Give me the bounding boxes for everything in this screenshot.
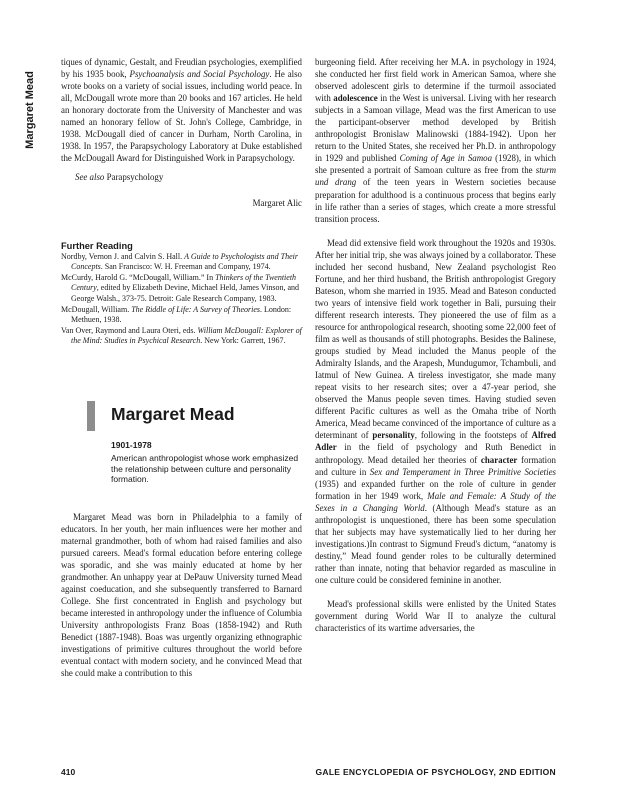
book-title: Psychoanalysis and Social Psychology: [129, 69, 270, 80]
text-run: in the field of psychology and Ruth Benedict in anthropology. Mead detailed her theories of: [315, 442, 556, 465]
text-run: . (Although Mead's stature as an anthropologist is unquestioned, there has been some speculation that her subjects may have systematically lied to her during her investigations.)In contrast to Sigmund Freud's dictum, “anatomy is destiny,” Mead found gender roles to be culturally determined rather than innate, noting that behavior regarded as masculine in one culture could be considered feminine in another.: [315, 502, 556, 585]
book-title: The Riddle of Life: A Survey of Theories: [131, 304, 260, 314]
text-run: McDougall, William.: [61, 304, 132, 314]
text-run: tiques of dynamic, Gestalt, and Freudian psychologies, exemplified by his 1935 book,: [61, 57, 302, 80]
entry-dates: 1901-1978: [111, 439, 152, 450]
text-run: formation and culture in: [315, 454, 556, 477]
mead-early-life-paragraph: Margaret Mead was born in Philadelphia to a family of educators. In her youth, her main influences were her mother and maternal grandmother, both of whom had raised families and also pursued careers. Mead's formal education before entering college was sporadic, and she was mainly educated at home by her grandmother. An unhappy year at DePauw University turned Mead against coeducation, and she subsequently transferred to Barnard College. She first concentrated in English and psychology but became interested in anthropology under the influence of Columbia University anthropologists Franz Boas (1858-1942) and Ruth Benedict (1887-1948). Boas was urgently organizing ethnographic investigations of primitive cultures throughout the world before eventual contact with modern society, and he convinced Mead that she could make a contribution to this: [61, 511, 302, 679]
text-run: in the West is universal. Living with her research subjects in a Samoan village, Mead was the first American to use the participant-observer method developed by British anthropologist Bronislaw Malinowski (1884-1942). Upon her return to the United States, she received her Ph.D. in anthropology in 1929 and published: [315, 93, 557, 164]
further-reading-heading: Further Reading: [61, 240, 133, 251]
glossary-term[interactable]: character: [480, 454, 518, 465]
book-title: Sex and Temperament in Three Primitive Societies: [369, 466, 556, 477]
left-column: [61, 56, 302, 679]
entry-title: Margaret Mead: [111, 403, 235, 424]
foreign-phrase: sturm und drang: [315, 165, 556, 188]
reference-item: [61, 252, 302, 273]
reference-item: [61, 326, 302, 347]
text-run: . New York: Garrett, 1967.: [200, 336, 286, 346]
text-run: (1935) and expanded further on the role of culture in gender formation in her 1949 work,: [315, 478, 556, 501]
entry-marker-bar: [87, 401, 95, 431]
right-column: [315, 56, 556, 634]
see-also-link[interactable]: Parapsychology: [106, 172, 164, 183]
text-run: , edited by Elizabeth Devine, Michael Held, James Vinson, and George Walsh., 373-75. Detroit: Gale Research Company, 1983.: [71, 283, 299, 303]
text-run: Nordby, Vernon J. and Calvin S. Hall.: [61, 251, 185, 261]
footer-title: GALE ENCYCLOPEDIA OF PSYCHOLOGY, 2ND EDITION: [315, 767, 556, 777]
side-tab-label: Margaret Mead: [24, 71, 36, 149]
text-run: of the teen years in Western societies because preparation for adulthood is a continuous process that begins early in life rather than a series of stages, which create a more stressful transition process.: [315, 177, 556, 224]
reference-list: [61, 252, 302, 347]
text-run: (1928), in which she presented a portrait of Samoan culture as free from the: [315, 153, 556, 176]
reference-item: [61, 305, 302, 326]
text-run: . San Francisco: W. H. Freeman and Company, 1974.: [100, 262, 271, 272]
book-title: Thinkers of the Twentieth Century: [71, 272, 297, 293]
page-number: 410: [61, 767, 76, 777]
text-run: burgeoning field. After receiving her M.A. in psychology in 1924, she conducted her first field work in American Samoa, where she observed adolescent girls to determine if the turmoil associated with: [315, 57, 556, 104]
entry-header: [61, 399, 302, 485]
text-run: Van Over, Raymond and Laura Oteri, eds.: [61, 325, 198, 335]
glossary-term[interactable]: personality: [372, 430, 415, 441]
author-byline: Margaret Alic: [252, 198, 302, 209]
mcdougall-closing-paragraph: [61, 56, 302, 164]
text-run: Mead did extensive field work throughout the 1920s and 1930s. After her initial trip, she was always joined by a collaborator. These included her second husband, New Zealand psychologist Reo Fortune, and her third husband, the British anthropologist Gregory Bateson, whom she married in 1935. Mead and Bateson conducted two years of intensive field work together in Bali, pursuing their different research interests. They pioneered the use of film as a resource for anthropological research, shooting some 22,000 feet of film as well as thousands of still photographs. Besides the Balinese, groups studied by Mead included the Manus people of the Admiralty Islands, and the Arapesh, Mundugumor, Tchambuli, and Iatmul of New Guinea. A tireless investigator, she made many repeat visits to her research sites; over a 47-year period, she observed the Manus people seven times. Having studied seven different Pacific cultures as well as the Omaha tribe of North America, Mead became convinced of the importance of culture as a determinant of: [315, 237, 556, 441]
text-run: McCurdy, Harold G. “McDougall, William.” In: [61, 272, 216, 282]
glossary-term[interactable]: adolescence: [333, 93, 378, 104]
see-also-label: See also: [75, 172, 105, 183]
text-run: , following in the footsteps of: [414, 430, 532, 441]
book-title: William McDougall: Explorer of the Mind: Studies in Psychical Research: [71, 325, 302, 346]
entry-description: American anthropologist whose work emphasized the relationship between culture and personality formation.: [111, 452, 299, 485]
book-title: Coming of Age in Samoa: [399, 153, 493, 164]
samoa-paragraph: [315, 56, 556, 225]
text-run: . He also wrote books on a variety of social issues, including world peace. In all, McDougall wrote more than 20 books and 167 articles. He held an honorary doctorate from the University of Manchester and was named an honorary fellow of St. John's College, Cambridge, in 1938. McDougall died of cancer in Durham, North Carolina, in 1938. In 1957, the Parapsychology Laboratory at Duke established the McDougall Award for Distinguished Work in Parapsychology.: [61, 69, 302, 164]
book-title: Male and Female: A Study of the Sexes in a Changing World: [315, 490, 556, 513]
book-title: A Guide to Psychologists and Their Concepts: [71, 251, 298, 272]
see-also: [61, 171, 302, 183]
section-side-tab: [22, 64, 38, 156]
wartime-paragraph: Mead's professional skills were enlisted by the United States government during World War II to analyze the cultural characteristics of its wartime adversaries, the: [315, 599, 556, 634]
text-run: . London: Methuen, 1938.: [71, 304, 292, 325]
field-work-paragraph: [315, 237, 556, 586]
reference-item: [61, 273, 302, 305]
glossary-term[interactable]: Alfred Adler: [315, 430, 557, 453]
